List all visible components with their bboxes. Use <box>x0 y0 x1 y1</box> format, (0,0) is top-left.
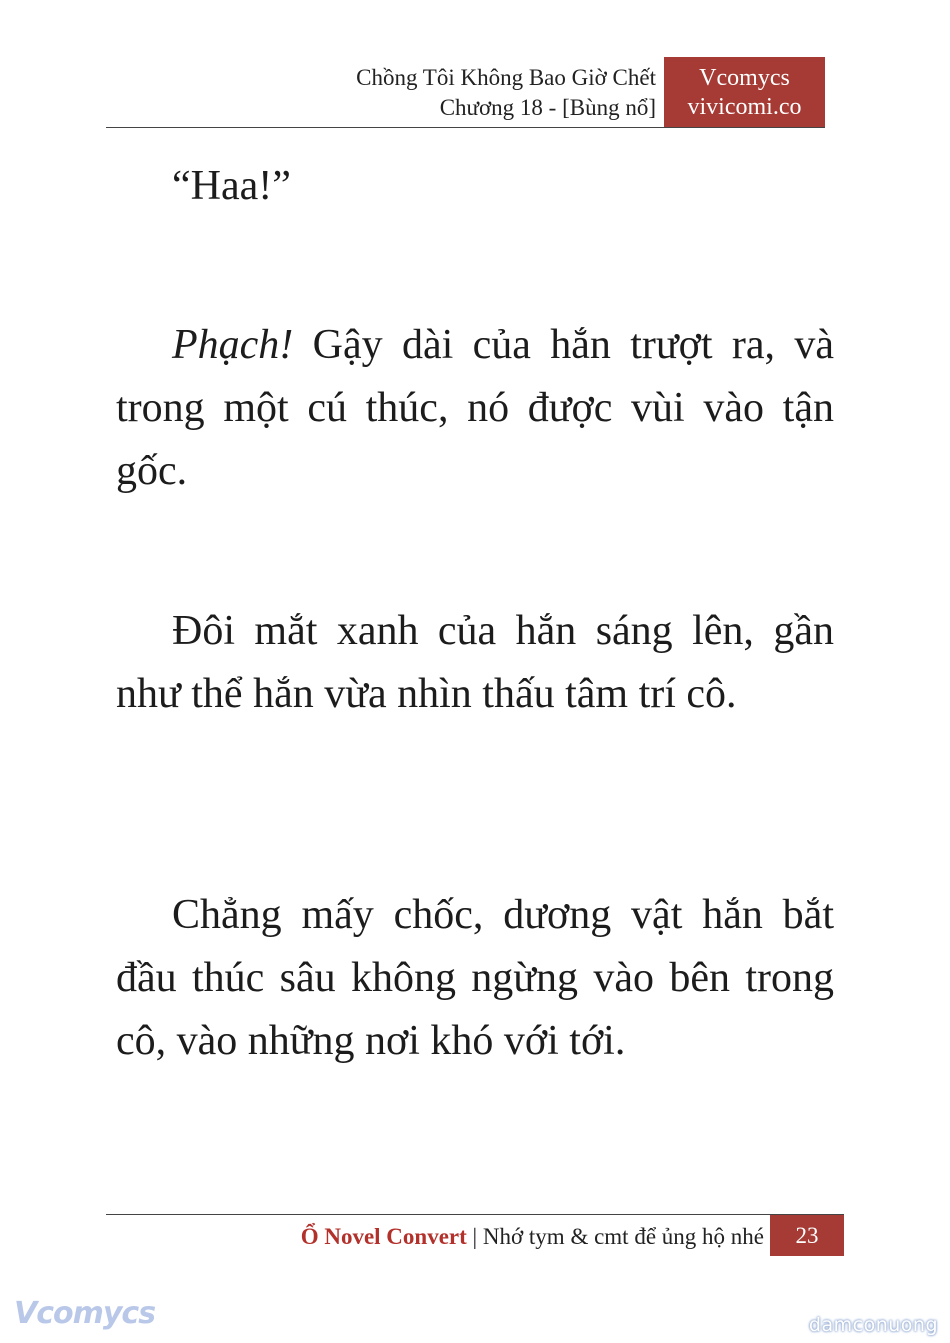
paragraph-2: Phạch! Gậy dài của hắn trượt ra, và trong một cú thúc, nó được vùi vào tận gốc. <box>116 322 834 494</box>
chapter-title: Chương 18 - [Bùng nổ] <box>439 95 656 120</box>
footer-note <box>301 1222 764 1252</box>
footer-divider <box>106 1214 844 1215</box>
footer-separator: | <box>466 1224 483 1249</box>
page-number: 23 <box>770 1215 844 1256</box>
watermark-logo: Vcomycs <box>14 1296 156 1331</box>
sound-effect: Phạch! <box>172 322 294 368</box>
header-divider <box>106 127 825 128</box>
paragraph-3: Đôi mắt xanh của hắn sáng lên, gần như thể hắn vừa nhìn thấu tâm trí cô. <box>116 608 834 717</box>
paragraph-4: Chẳng mấy chốc, dương vật hắn bắt đầu thúc sâu không ngừng vào bên trong cô, vào những nơi khó với tới. <box>116 892 834 1064</box>
publisher-badge <box>664 57 825 127</box>
publisher-name: Vcomycs <box>699 65 790 91</box>
paragraph-1: “Haa!” <box>172 163 291 209</box>
footer-message: Nhớ tym & cmt để ủng hộ nhé <box>482 1224 764 1249</box>
translator-brand: Ổ Novel Convert <box>300 1224 467 1249</box>
book-title: Chồng Tôi Không Bao Giờ Chết <box>356 65 656 90</box>
watermark-site: damconuong <box>808 1314 938 1336</box>
running-header <box>356 63 656 123</box>
publisher-site: vivicomi.co <box>687 94 802 120</box>
